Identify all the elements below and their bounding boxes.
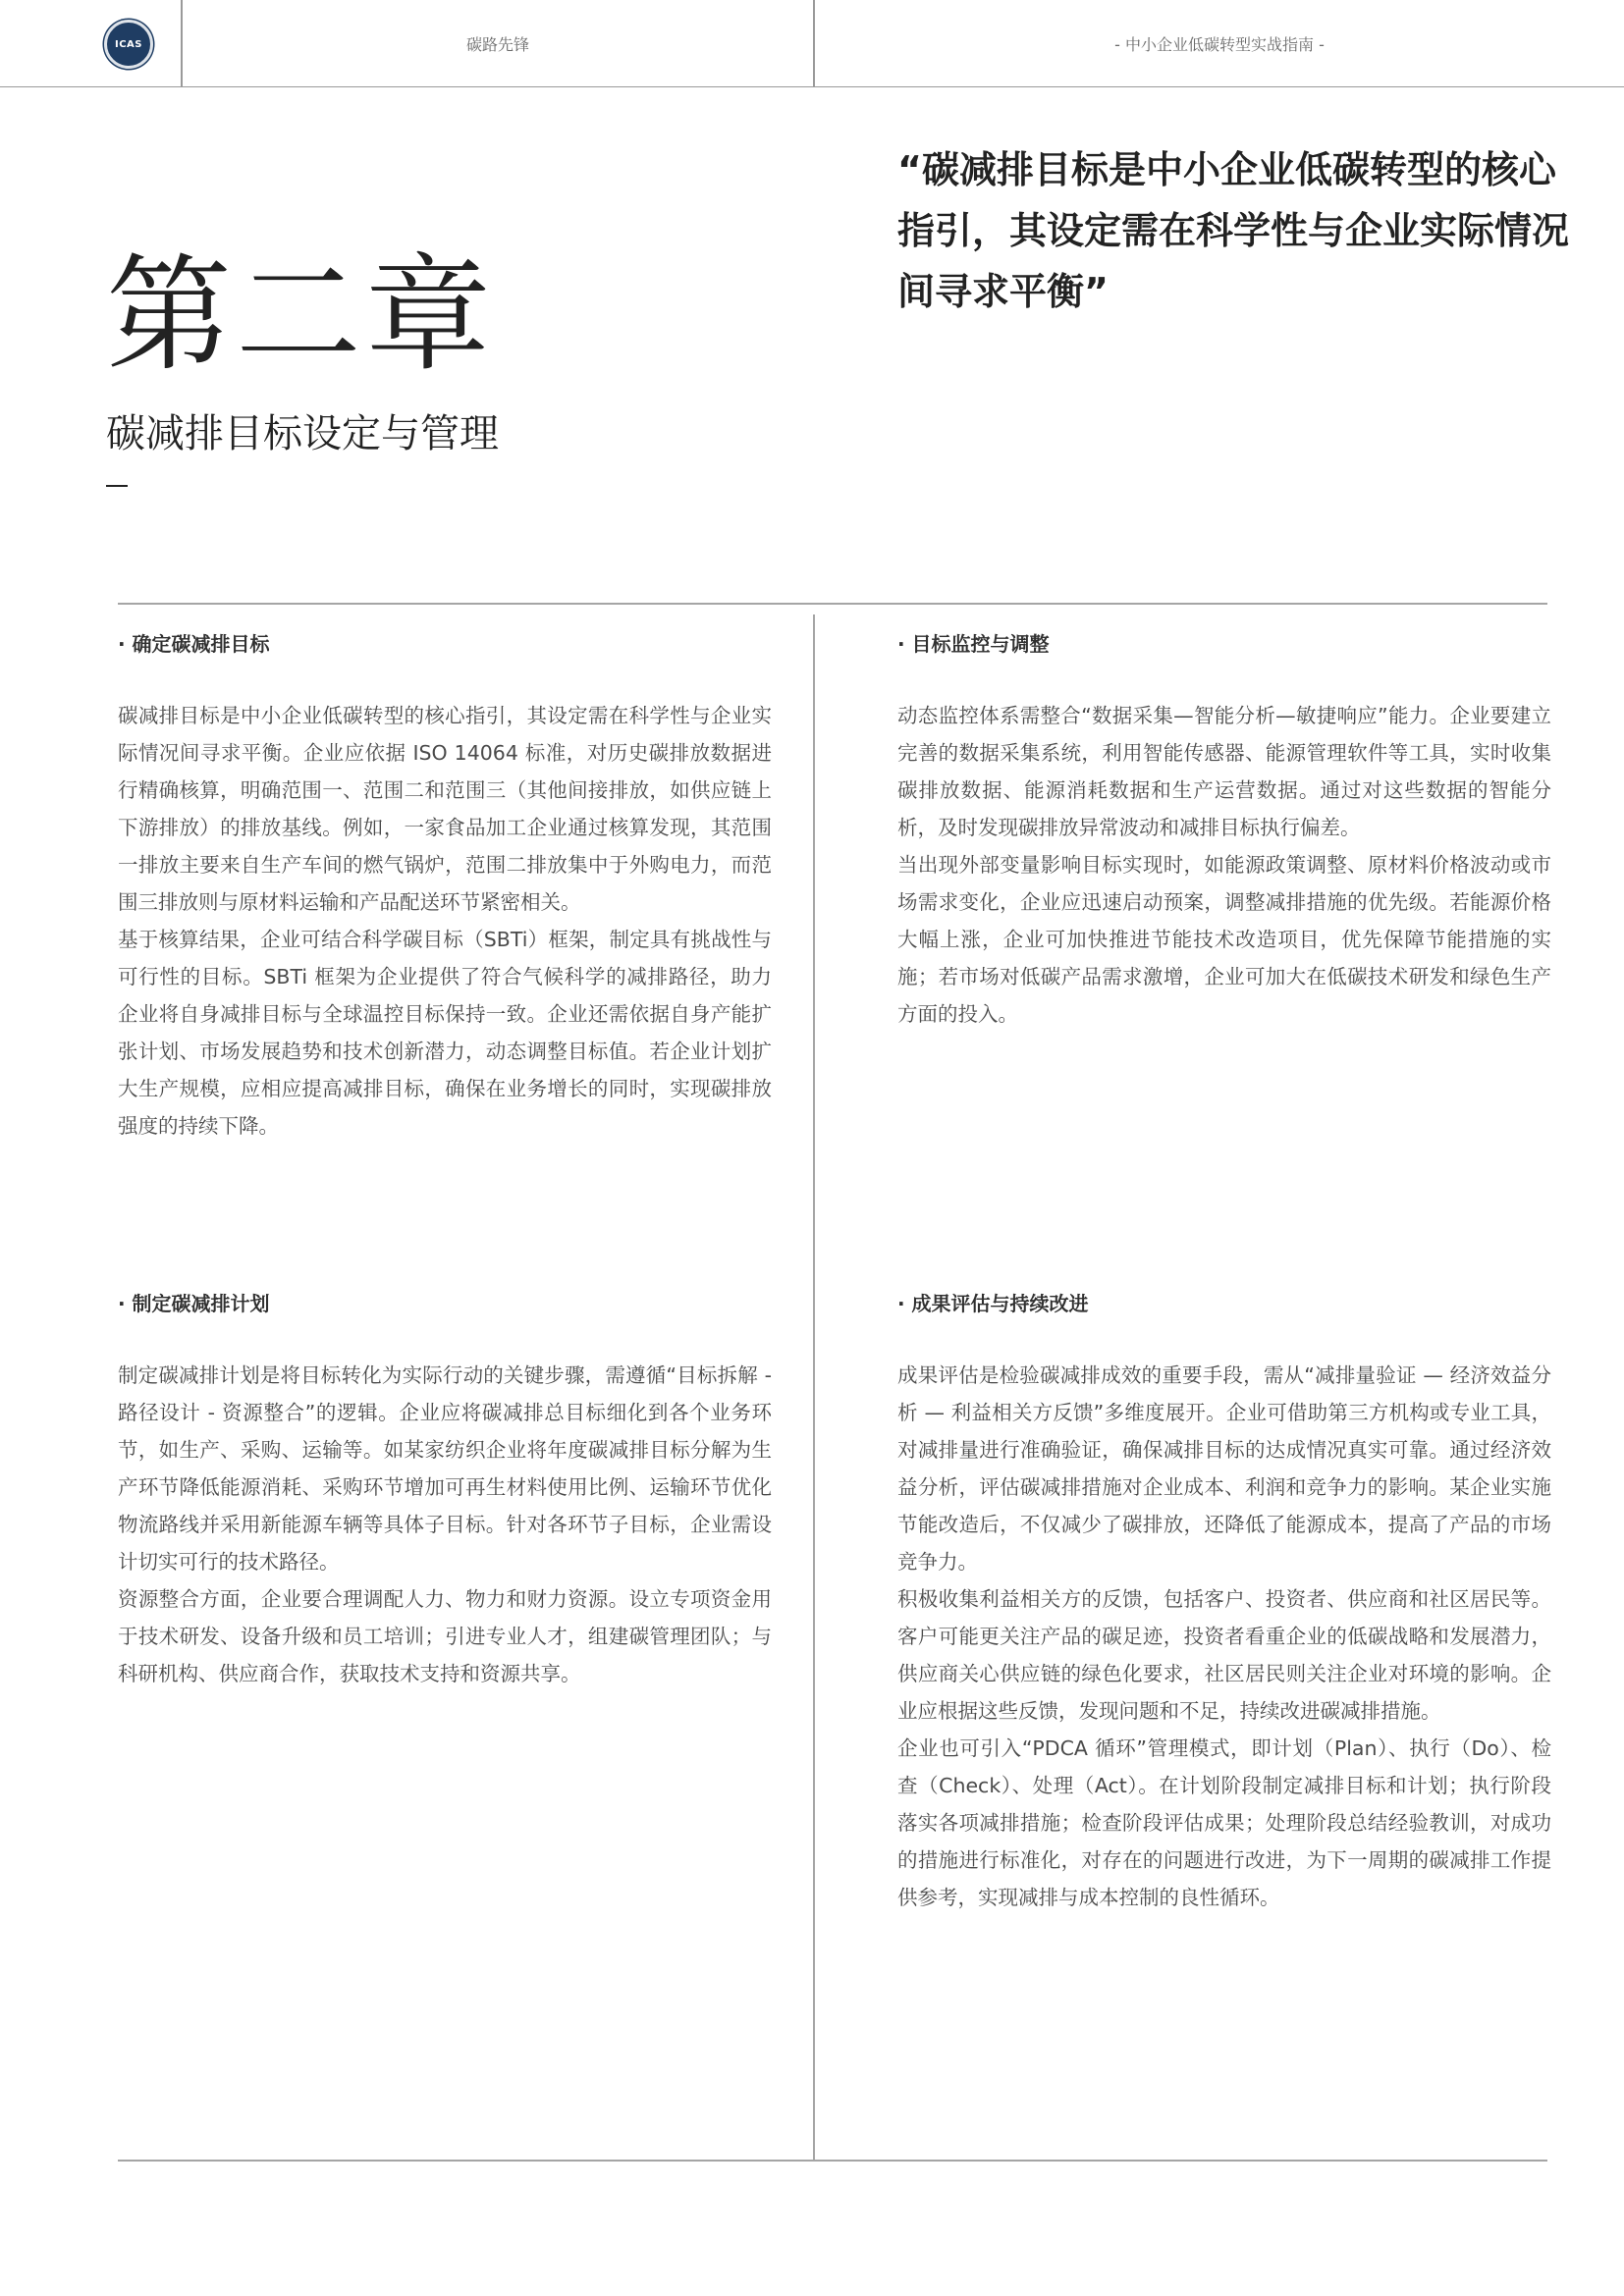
- paragraph: 企业也可引入“PDCA 循环”管理模式，即计划（Plan）、执行（Do）、检查（Check）、处理（Act）。在计划阶段制定减排目标和计划；执行阶段落实各项减排措施；检查阶段评估成果；处理阶段总结经验教训，对成功的措施进行标准化，对存在的问题进行改进，为下一周期的碳减排工作提供参考，实现减排与成本控制的良性循环。: [897, 1736, 1551, 1909]
- section-heading: · 制定碳减排计划: [118, 1292, 270, 1315]
- column-divider: [813, 614, 815, 2160]
- icas-logo: ICAS: [104, 20, 153, 69]
- section-body: [897, 697, 1551, 1033]
- paragraph: 资源整合方面，企业要合理调配人力、物力和财力资源。设立专项资金用于技术研发、设备升级和员工培训；引进专业人才，组建碳管理团队；与科研机构、供应商合作，获取技术支持和资源共享。: [118, 1587, 772, 1685]
- section-heading: · 确定碳减排目标: [118, 632, 270, 656]
- paragraph: 积极收集利益相关方的反馈，包括客户、投资者、供应商和社区居民等。客户可能更关注产品的碳足迹，投资者看重企业的低碳战略和发展潜力，供应商关心供应链的绿色化要求，社区居民则关注企业对环境的影响。企业应根据这些反馈，发现问题和不足，持续改进碳减排措施。: [897, 1587, 1551, 1723]
- header-right-title: - 中小企业低碳转型实战指南 -: [1114, 34, 1325, 54]
- bottom-divider: [118, 2160, 1547, 2162]
- chapter-title: 碳减排目标设定与管理: [106, 411, 499, 456]
- section-body: [897, 1357, 1551, 1916]
- top-divider: [118, 603, 1547, 605]
- chapter-number: 第二章: [106, 242, 496, 389]
- paragraph: 动态监控体系需整合“数据采集—智能分析—敏捷响应”能力。企业要建立完善的数据采集系统，利用智能传感器、能源管理软件等工具，实时收集碳排放数据、能源消耗数据和生产运营数据。通过对这些数据的智能分析，及时发现碳排放异常波动和减排目标执行偏差。: [897, 704, 1551, 839]
- header-center-title: 碳路先锋: [465, 34, 529, 54]
- section-heading: · 目标监控与调整: [897, 632, 1050, 656]
- pull-quote: “碳减排目标是中小企业低碳转型的核心指引，其设定需在科学性与企业实际情况间寻求平衡”: [897, 148, 1570, 313]
- paragraph: 成果评估是检验碳减排成效的重要手段，需从“减排量验证 — 经济效益分析 — 利益相关方反馈”多维度展开。企业可借助第三方机构或专业工具，对减排量进行准确验证，确保减排目标的达成情况真实可靠。通过经济效益分析，评估碳减排措施对企业成本、利润和竞争力的影响。某企业实施节能改造后，不仅减少了碳排放，还降低了能源成本，提高了产品的市场竞争力。: [897, 1363, 1551, 1574]
- paragraph: 当出现外部变量影响目标实现时，如能源政策调整、原材料价格波动或市场需求变化，企业应迅速启动预案，调整减排措施的优先级。若能源价格大幅上涨，企业可加快推进节能技术改造项目，优先保障节能措施的实施；若市场对低碳产品需求激增，企业可加大在低碳技术研发和绿色生产方面的投入。: [897, 853, 1551, 1026]
- paragraph: 制定碳减排计划是将目标转化为实际行动的关键步骤，需遵循“目标拆解 - 路径设计 - 资源整合”的逻辑。企业应将碳减排总目标细化到各个业务环节，如生产、采购、运输等。如某家纺织企业将年度碳减排目标分解为生产环节降低能源消耗、采购环节增加可再生材料使用比例、运输环节优化物流路线并采用新能源车辆等具体子目标。针对各环节子目标，企业需设计切实可行的技术路径。: [118, 1363, 772, 1574]
- section-body: [118, 1357, 772, 1692]
- section-set-targets: [118, 628, 772, 1145]
- page-header: [0, 0, 1624, 87]
- section-heading: · 成果评估与持续改进: [897, 1292, 1089, 1315]
- paragraph: 碳减排目标是中小企业低碳转型的核心指引，其设定需在科学性与企业实际情况间寻求平衡。企业应依据 ISO 14064 标准，对历史碳排放数据进行精确核算，明确范围一、范围二和范围三（其他间接排放，如供应链上下游排放）的排放基线。例如，一家食品加工企业通过核算发现，其范围一排放主要来自生产车间的燃气锅炉，范围二排放集中于外购电力，而范围三排放则与原材料运输和产品配送环节紧密相关。: [118, 704, 772, 914]
- section-monitor-adjust: [897, 628, 1551, 1033]
- section-body: [118, 697, 772, 1145]
- section-evaluate-improve: [897, 1288, 1551, 1916]
- paragraph: 基于核算结果，企业可结合科学碳目标（SBTi）框架，制定具有挑战性与可行性的目标。SBTi 框架为企业提供了符合气候科学的减排路径，助力企业将自身减排目标与全球温控目标保持一致。企业还需依据自身产能扩张计划、市场发展趋势和技术创新潜力，动态调整目标值。若企业计划扩大生产规模，应相应提高减排目标，确保在业务增长的同时，实现碳排放强度的持续下降。: [118, 928, 772, 1138]
- section-make-plan: [118, 1288, 772, 1692]
- chapter-title-dash: [106, 485, 128, 487]
